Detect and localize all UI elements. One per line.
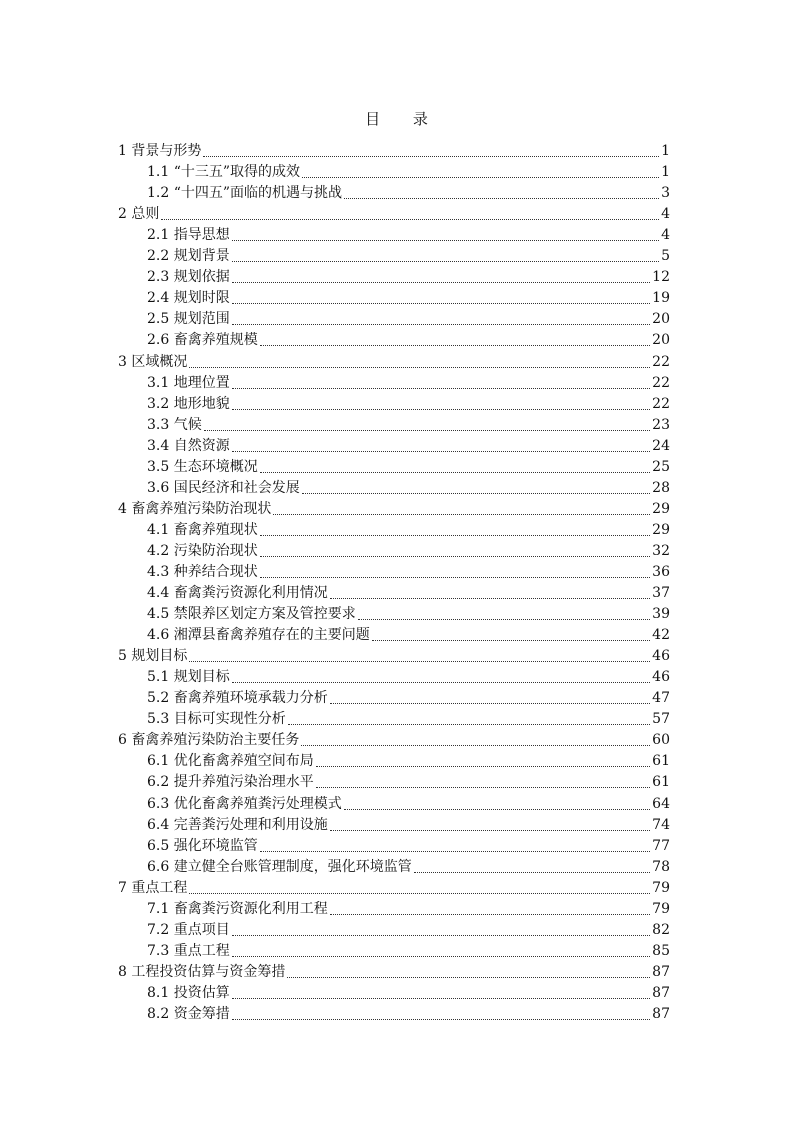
toc-entry-label: 2 总则 <box>118 206 160 223</box>
toc-section-entry[interactable] <box>118 897 670 918</box>
toc-entry-label: 5.2 畜禽养殖环境承载力分析 <box>147 690 328 707</box>
toc-chapter-entry[interactable] <box>118 960 670 981</box>
toc-page-number: 74 <box>652 816 670 833</box>
toc-section-entry[interactable] <box>118 813 670 834</box>
toc-page-number: 22 <box>652 353 670 370</box>
dot-leader <box>203 155 659 157</box>
toc-page-number: 24 <box>652 437 670 454</box>
toc-entry-label: 3.3 气候 <box>147 416 202 433</box>
toc-entry-label: 5.1 规划目标 <box>147 669 230 686</box>
dot-leader <box>316 786 650 788</box>
toc-section-entry[interactable] <box>118 581 670 602</box>
toc-page-number: 37 <box>652 585 670 602</box>
toc-section-entry[interactable] <box>118 707 670 728</box>
toc-chapter-entry[interactable] <box>118 139 670 160</box>
toc-section-entry[interactable] <box>118 455 670 476</box>
toc-page-number: 78 <box>652 858 670 875</box>
toc-section-entry[interactable] <box>118 307 670 328</box>
toc-entry-label: 6.2 提升养殖污染治理水平 <box>147 774 314 791</box>
toc-page-number: 64 <box>652 795 670 812</box>
toc-section-entry[interactable] <box>118 981 670 1002</box>
toc-page-number: 25 <box>652 458 670 475</box>
toc-section-entry[interactable] <box>118 623 670 644</box>
dot-leader <box>273 513 650 515</box>
toc-title: 目 录 <box>365 110 442 128</box>
toc-entry-label: 8.2 资金筹措 <box>147 1005 230 1022</box>
toc-section-entry[interactable] <box>118 791 670 812</box>
toc-section-entry[interactable] <box>118 855 670 876</box>
toc-entry-label: 2.4 规划时限 <box>147 290 230 307</box>
toc-entry-label: 6.6 建立健全台账管理制度，强化环境监管 <box>147 858 412 875</box>
dot-leader <box>232 239 659 241</box>
dot-leader <box>161 218 659 220</box>
toc-section-entry[interactable] <box>118 181 670 202</box>
toc-section-entry[interactable] <box>118 665 670 686</box>
toc-section-entry[interactable] <box>118 602 670 623</box>
toc-page-number: 85 <box>652 942 670 959</box>
toc-chapter-entry[interactable] <box>118 349 670 370</box>
toc-entry-label: 2.3 规划依据 <box>147 269 230 286</box>
dot-leader <box>316 765 650 767</box>
toc-page-number: 57 <box>652 711 670 728</box>
dot-leader <box>358 618 650 620</box>
toc-page-number: 47 <box>652 690 670 707</box>
dot-leader <box>232 387 650 389</box>
dot-leader <box>260 534 650 536</box>
toc-entry-label: 3.2 地形地貌 <box>147 395 230 412</box>
toc-page-number: 60 <box>652 732 670 749</box>
toc-page-number: 32 <box>652 542 670 559</box>
toc-entry-label: 6.4 完善粪污处理和利用设施 <box>147 816 328 833</box>
dot-leader <box>414 871 650 873</box>
dot-leader <box>260 344 650 346</box>
toc-entry-label: 4 畜禽养殖污染防治现状 <box>118 500 272 517</box>
toc-section-entry[interactable] <box>118 770 670 791</box>
toc-page-number: 61 <box>652 753 670 770</box>
dot-leader <box>260 576 650 578</box>
toc-section-entry[interactable] <box>118 518 670 539</box>
toc-page-number: 22 <box>652 374 670 391</box>
toc-entry-label: 6.3 优化畜禽养殖粪污处理模式 <box>147 795 342 812</box>
dot-leader <box>232 302 650 304</box>
toc-page-number: 87 <box>652 963 670 980</box>
dot-leader <box>260 850 650 852</box>
toc-entry-label: 6 畜禽养殖污染防治主要任务 <box>118 732 300 749</box>
toc-entry-label: 1 背景与形势 <box>118 143 202 160</box>
dot-leader <box>189 892 650 894</box>
toc-entry-label: 6.1 优化畜禽养殖空间布局 <box>147 753 314 770</box>
toc-page-number: 1 <box>661 143 670 160</box>
dot-leader <box>330 702 650 704</box>
toc-section-entry[interactable] <box>118 686 670 707</box>
dot-leader <box>344 808 650 810</box>
toc-section-entry[interactable] <box>118 160 670 181</box>
toc-entry-label: 3.5 生态环境概况 <box>147 458 258 475</box>
toc-page-number: 79 <box>652 900 670 917</box>
toc-chapter-entry[interactable] <box>118 876 670 897</box>
toc-section-entry[interactable] <box>118 392 670 413</box>
dot-leader <box>260 471 650 473</box>
toc-entry-label: 7 重点工程 <box>118 879 188 896</box>
dot-leader <box>330 829 650 831</box>
toc-entry-label: 1.2 “十四五”面临的机遇与挑战 <box>147 185 343 202</box>
toc-section-entry[interactable] <box>118 560 670 581</box>
toc-page-number: 79 <box>652 879 670 896</box>
toc-section-entry[interactable] <box>118 265 670 286</box>
toc-page-number: 20 <box>652 332 670 349</box>
dot-leader <box>372 639 650 641</box>
toc-section-entry[interactable] <box>118 328 670 349</box>
toc-section-entry[interactable] <box>118 476 670 497</box>
toc-page-number: 36 <box>652 563 670 580</box>
toc-section-entry[interactable] <box>118 413 670 434</box>
toc-page-number: 20 <box>652 311 670 328</box>
toc-page-number: 22 <box>652 395 670 412</box>
toc-entry-label: 3.4 自然资源 <box>147 437 230 454</box>
toc-section-entry[interactable] <box>118 539 670 560</box>
toc-entry-label: 2.5 规划范围 <box>147 311 230 328</box>
dot-leader <box>232 281 650 283</box>
dot-leader <box>232 681 650 683</box>
toc-section-entry[interactable] <box>118 939 670 960</box>
dot-leader <box>302 176 659 178</box>
toc-chapter-entry[interactable] <box>118 644 670 665</box>
toc-entry-label: 4.3 种养结合现状 <box>147 563 258 580</box>
toc-page-number: 87 <box>652 1005 670 1022</box>
toc-page-number: 3 <box>661 185 670 202</box>
toc-entry-label: 1.1 “十三五”取得的成效 <box>147 164 301 181</box>
toc-page-number: 4 <box>661 206 670 223</box>
dot-leader <box>232 450 650 452</box>
toc-entry-label: 2.1 指导思想 <box>147 227 230 244</box>
toc-entry-label: 7.3 重点工程 <box>147 942 230 959</box>
toc-section-entry[interactable] <box>118 834 670 855</box>
dot-leader <box>232 997 650 999</box>
toc-section-entry[interactable] <box>118 1002 670 1023</box>
dot-leader <box>344 197 659 199</box>
toc-page-number: 29 <box>652 521 670 538</box>
toc-page-number: 12 <box>652 269 670 286</box>
toc-entry-label: 6.5 强化环境监管 <box>147 837 258 854</box>
dot-leader <box>302 492 650 494</box>
toc-section-entry[interactable] <box>118 434 670 455</box>
toc-section-entry[interactable] <box>118 286 670 307</box>
toc-entry-label: 2.6 畜禽养殖规模 <box>147 332 258 349</box>
toc-page-number: 5 <box>661 248 670 265</box>
toc-page-number: 23 <box>652 416 670 433</box>
toc-page-number: 39 <box>652 606 670 623</box>
toc-page-number: 77 <box>652 837 670 854</box>
toc-entry-label: 4.2 污染防治现状 <box>147 542 258 559</box>
toc-entry-label: 2.2 规划背景 <box>147 248 230 265</box>
toc-page-number: 19 <box>652 290 670 307</box>
dot-leader <box>288 723 650 725</box>
toc-page-number: 28 <box>652 479 670 496</box>
dot-leader <box>232 408 650 410</box>
toc-section-entry[interactable] <box>118 223 670 244</box>
dot-leader <box>301 744 650 746</box>
toc-page-number: 61 <box>652 774 670 791</box>
toc-list <box>118 139 670 1023</box>
dot-leader <box>189 366 650 368</box>
toc-entry-label: 7.2 重点项目 <box>147 921 230 938</box>
toc-page-number: 46 <box>652 669 670 686</box>
toc-section-entry[interactable] <box>118 371 670 392</box>
dot-leader <box>232 323 650 325</box>
dot-leader <box>204 429 650 431</box>
dot-leader <box>260 555 650 557</box>
toc-page-number: 1 <box>661 164 670 181</box>
toc-page-number: 29 <box>652 500 670 517</box>
toc-page-number: 42 <box>652 627 670 644</box>
toc-section-entry[interactable] <box>118 244 670 265</box>
toc-entry-label: 4.6 湘潭县畜禽养殖存在的主要问题 <box>147 627 370 644</box>
dot-leader <box>330 913 650 915</box>
toc-section-entry[interactable] <box>118 918 670 939</box>
toc-entry-label: 3.1 地理位置 <box>147 374 230 391</box>
dot-leader <box>330 597 650 599</box>
toc-entry-label: 8 工程投资估算与资金筹措 <box>118 963 286 980</box>
toc-chapter-entry[interactable] <box>118 202 670 223</box>
toc-chapter-entry[interactable] <box>118 728 670 749</box>
toc-section-entry[interactable] <box>118 749 670 770</box>
toc-entry-label: 3.6 国民经济和社会发展 <box>147 479 300 496</box>
toc-entry-label: 4.5 禁限养区划定方案及管控要求 <box>147 606 356 623</box>
toc-chapter-entry[interactable] <box>118 497 670 518</box>
toc-page-number: 82 <box>652 921 670 938</box>
toc-page-number: 4 <box>661 227 670 244</box>
dot-leader <box>287 976 650 978</box>
dot-leader <box>232 1018 650 1020</box>
toc-page-number: 46 <box>652 648 670 665</box>
toc-entry-label: 5 规划目标 <box>118 648 188 665</box>
toc-entry-label: 3 区域概况 <box>118 353 188 370</box>
dot-leader <box>232 955 650 957</box>
toc-entry-label: 4.4 畜禽粪污资源化利用情况 <box>147 585 328 602</box>
toc-page-number: 87 <box>652 984 670 1001</box>
dot-leader <box>232 260 659 262</box>
dot-leader <box>189 660 650 662</box>
dot-leader <box>232 934 650 936</box>
toc-entry-label: 5.3 目标可实现性分析 <box>147 711 286 728</box>
toc-entry-label: 7.1 畜禽粪污资源化利用工程 <box>147 900 328 917</box>
toc-entry-label: 4.1 畜禽养殖现状 <box>147 521 258 538</box>
toc-entry-label: 8.1 投资估算 <box>147 984 230 1001</box>
